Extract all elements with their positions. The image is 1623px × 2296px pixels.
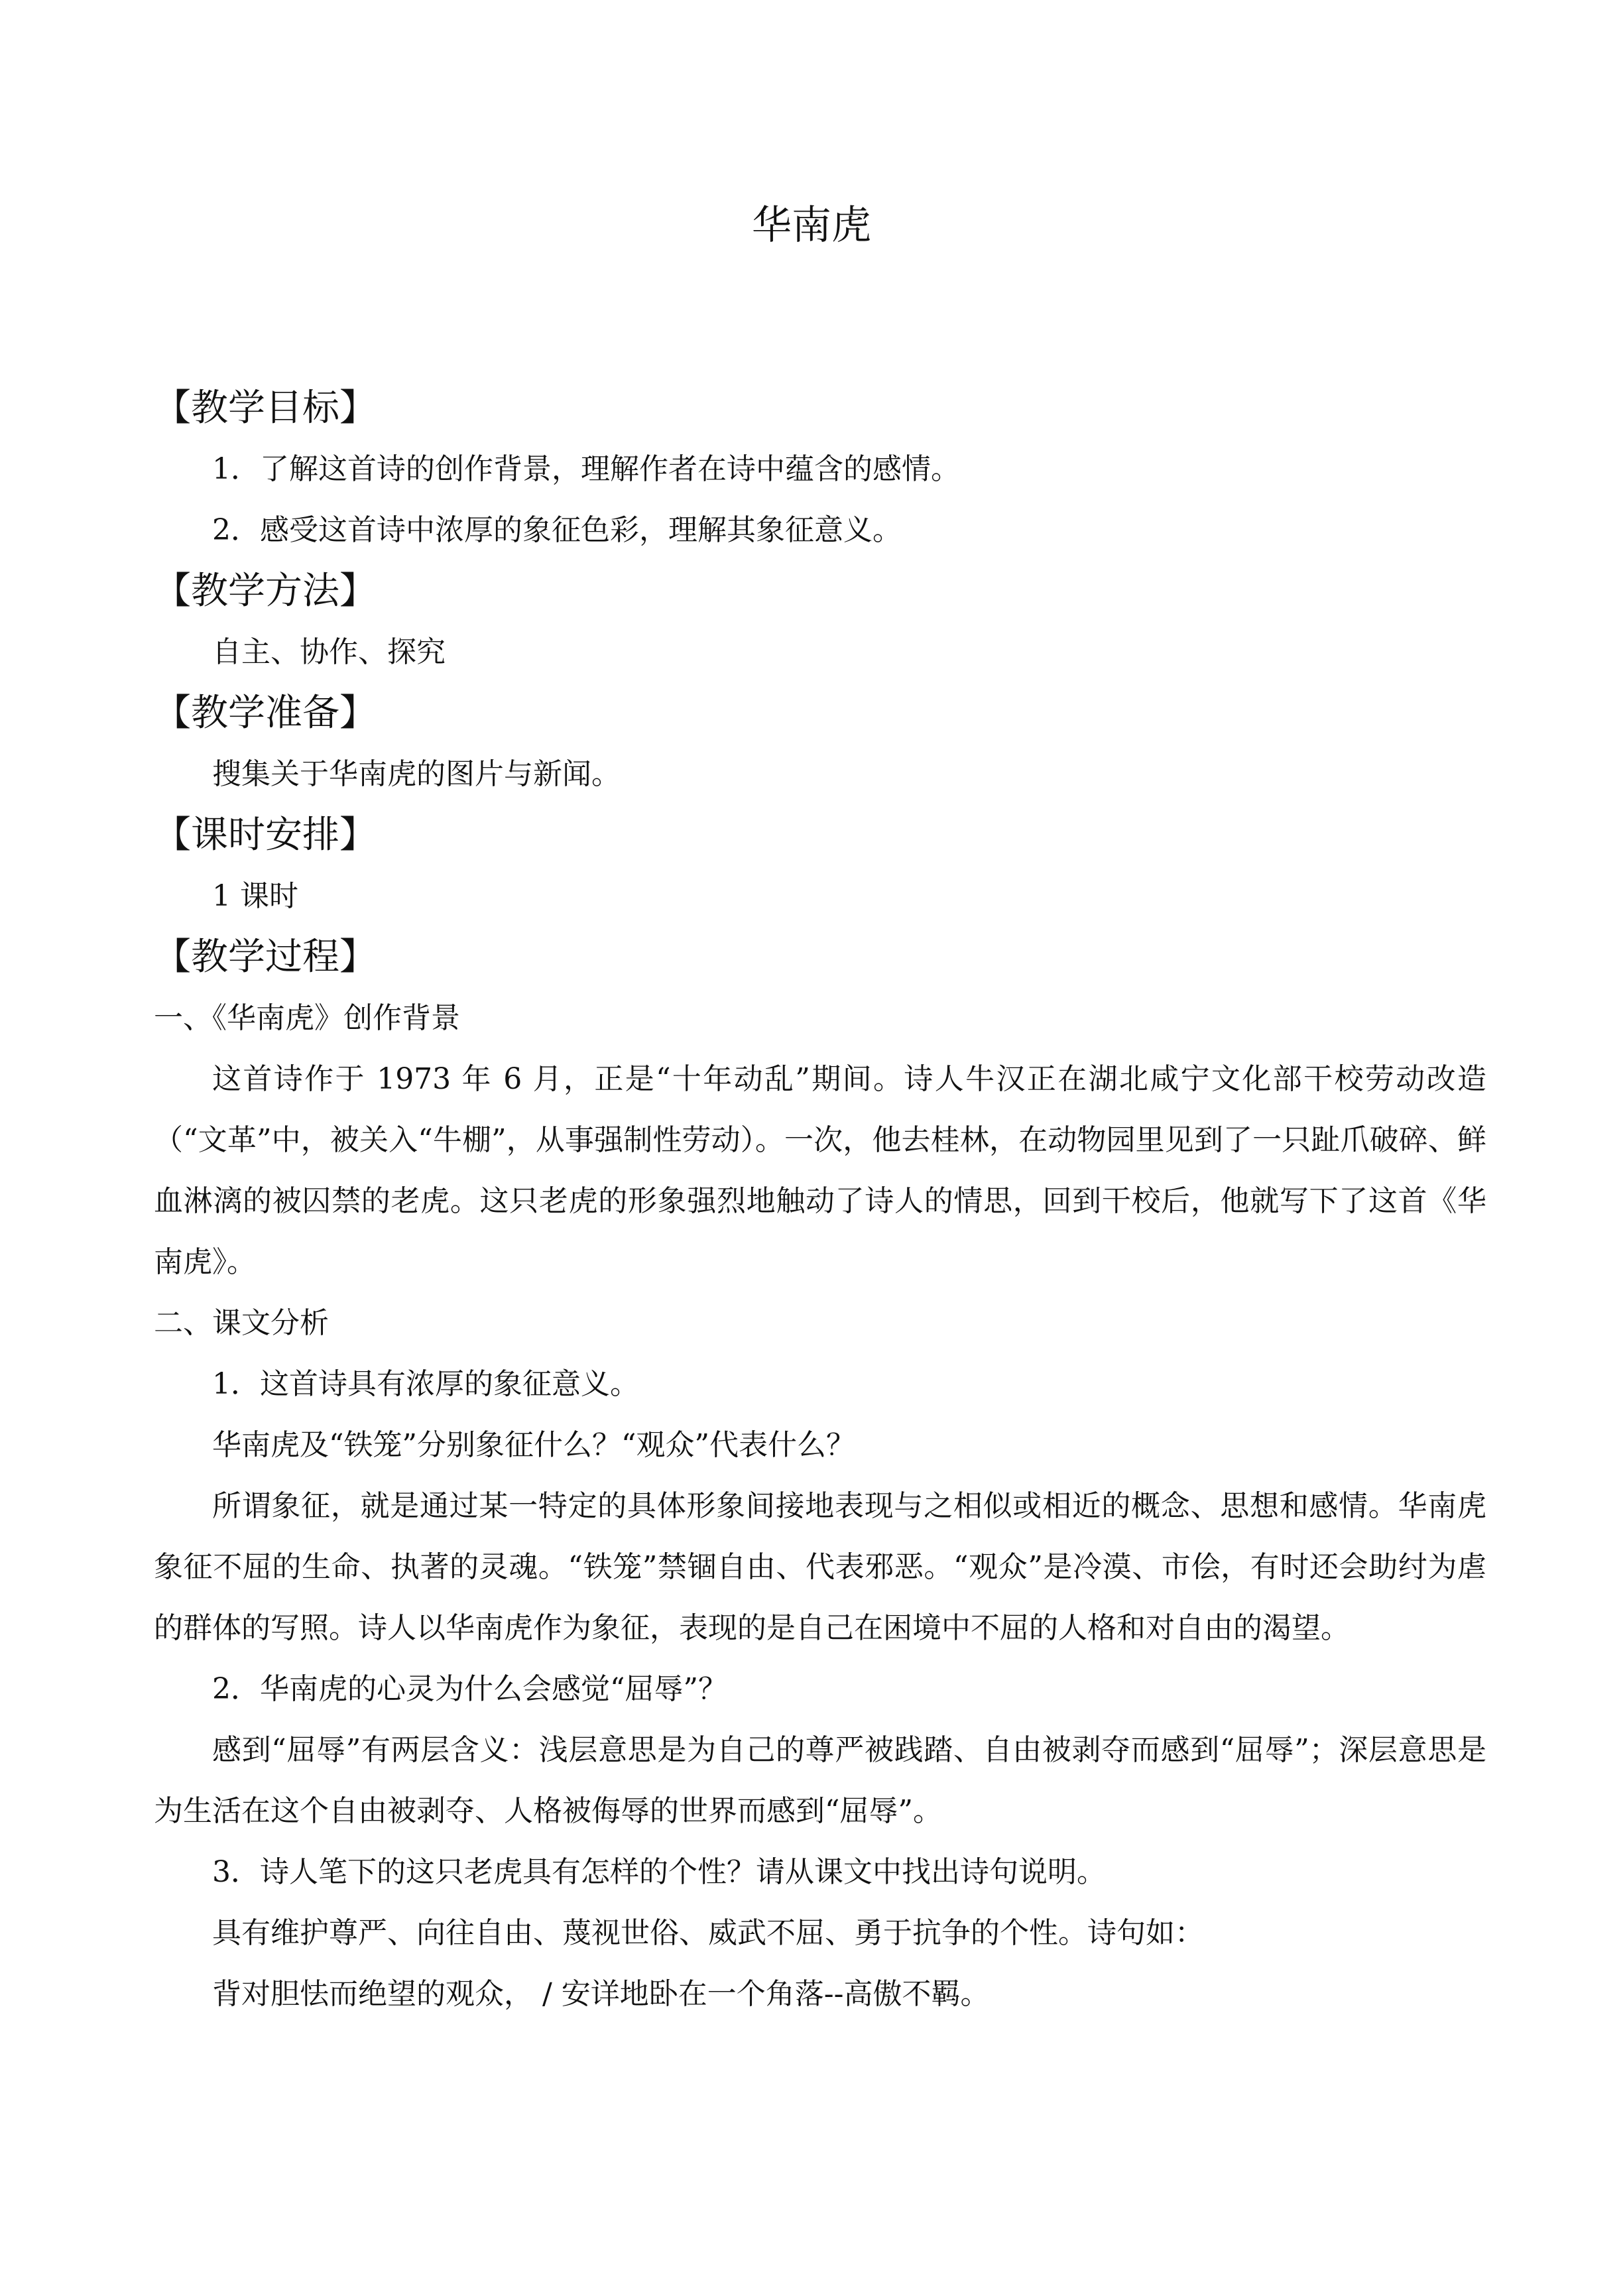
question-3-answer: 具有维护尊严、向往自由、蔑视世俗、威武不屈、勇于抗争的个性。诗句如： xyxy=(212,1916,1204,1950)
goal-item-1: 1．了解这首诗的创作背景，理解作者在诗中蕴含的感情。 xyxy=(212,452,960,486)
part2-title: 二、课文分析 xyxy=(154,1306,329,1340)
question-1-answer: 所谓象征，就是通过某一特定的具体形象间接地表现与之相似或相近的概念、思想和感情。华南虎象征不屈的生命、执著的灵魂。“铁笼”禁锢自由、代表邪恶。“观众”是冷漠、市侩，有时还会助纣为虐的群体的写照。诗人以华南虎作为象征，表现的是自己在困境中不屈的人格和对自由的渴望。 xyxy=(154,1489,1486,1645)
goal-item-2: 2．感受这首诗中浓厚的象征色彩，理解其象征意义。 xyxy=(212,513,902,547)
document-title: 华南虎 xyxy=(752,202,871,249)
question-1-sub: 华南虎及“铁笼”分别象征什么？“观众”代表什么？ xyxy=(212,1428,855,1462)
schedule-text: 1 课时 xyxy=(212,879,298,913)
part1-text: 这首诗作于 1973 年 6 月，正是“十年动乱”期间。诗人牛汉正在湖北咸宁文化部干校劳动改造（“文革”中，被关入“牛棚”，从事强制性劳动）。一次，他去桂林，在动物园里见到了一只趾爪破碎、鲜血淋漓的被囚禁的老虎。这只老虎的形象强烈地触动了诗人的情思，回到干校后，他就写下了这首《华南虎》。 xyxy=(154,1062,1486,1279)
preparation-text: 搜集关于华南虎的图片与新闻。 xyxy=(212,757,621,791)
question-3: 3．诗人笔下的这只老虎具有怎样的个性？请从课文中找出诗句说明。 xyxy=(212,1855,1106,1889)
question-3-quote: 背对胆怯而绝望的观众， / 安详地卧在一个角落--高傲不羁。 xyxy=(212,1977,990,2011)
heading-teaching-goals: 【教学目标】 xyxy=(154,387,377,430)
heading-class-schedule: 【课时安排】 xyxy=(154,814,377,857)
question-1: 1．这首诗具有浓厚的象征意义。 xyxy=(212,1367,639,1401)
heading-teaching-process: 【教学过程】 xyxy=(154,936,377,979)
heading-teaching-methods: 【教学方法】 xyxy=(154,570,377,613)
part1-title: 一、《华南虎》创作背景 xyxy=(154,1001,460,1035)
heading-teaching-preparation: 【教学准备】 xyxy=(154,692,377,735)
methods-text: 自主、协作、探究 xyxy=(212,635,446,669)
question-2: 2．华南虎的心灵为什么会感觉“屈辱”？ xyxy=(212,1672,727,1706)
question-2-answer: 感到“屈辱”有两层含义：浅层意思是为自己的尊严被践踏、自由被剥夺而感到“屈辱”；深层意思是为生活在这个自由被剥夺、人格被侮辱的世界而感到“屈辱”。 xyxy=(154,1733,1486,1828)
document-body xyxy=(154,378,1486,2025)
